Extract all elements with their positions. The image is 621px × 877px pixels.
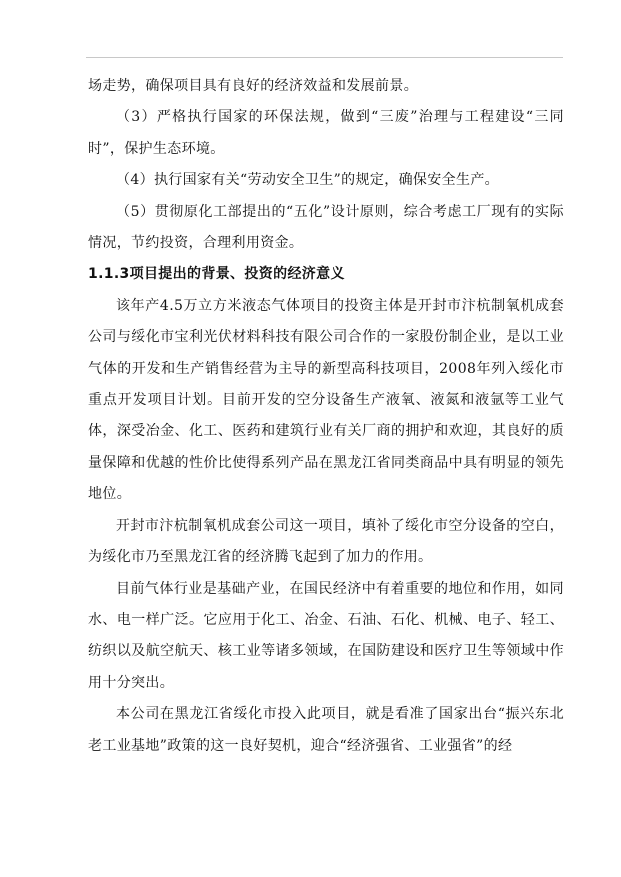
paragraph-item-3: （3）严格执行国家的环保法规，做到“三废”治理与工程建设“三同时”，保护生态环境。 xyxy=(88,109,564,157)
body-paragraph: 本公司在黑龙江省绥化市投入此项目，就是看准了国家出台“振兴东北老工业基地”政策的这一良好契机，迎合“经济强省、工业强省”的经 xyxy=(88,706,564,754)
header-rule xyxy=(86,57,563,58)
paragraph-item-4: （4）执行国家有关“劳动安全卫生”的规定，确保安全生产。 xyxy=(116,172,500,189)
body-paragraph: 开封市汴杭制氧机成套公司这一项目，填补了绥化市空分设备的空白，为绥化市乃至黑龙江省的经济腾飞起到了加力的作用。 xyxy=(88,517,564,566)
paragraph-continuation: 场走势，确保项目具有良好的经济效益和发展前景。 xyxy=(88,78,419,94)
body-paragraph: 该年产4.5万立方米液态气体项目的投资主体是开封市汴杭制氧机成套公司与绥化市宝利光伏材料科技有限公司合作的一家股份制企业，是以工业气体的开发和生产销售经营为主导的新型高科技项目，2008年列入绥化市重点开发项目计划。目前开发的空分设备生产液氧、液氮和液氩等工业气体，深受冶金、化工、医药和建筑行业有关厂商的拥护和欢迎，其良好的质量保障和优越的性价比使得系列产品在黑龙江省同类商品中具有明显的领先地位。 xyxy=(88,297,564,503)
paragraph-item-5: （5）贯彻原化工部提出的“五化”设计原则，综合考虑工厂现有的实际情况，节约投资，合理利用资金。 xyxy=(88,203,564,252)
body-paragraph: 目前气体行业是基础产业，在国民经济中有着重要的地位和作用，如同水、电一样广泛。它应用于化工、冶金、石油、石化、机械、电子、轻工、纺织以及航空航天、核工业等诸多领域，在国防建设和医疗卫生等领域中作用十分突出。 xyxy=(88,580,564,691)
section-heading: 1.1.3项目提出的背景、投资的经济意义 xyxy=(88,266,345,283)
document-page xyxy=(88,71,564,762)
